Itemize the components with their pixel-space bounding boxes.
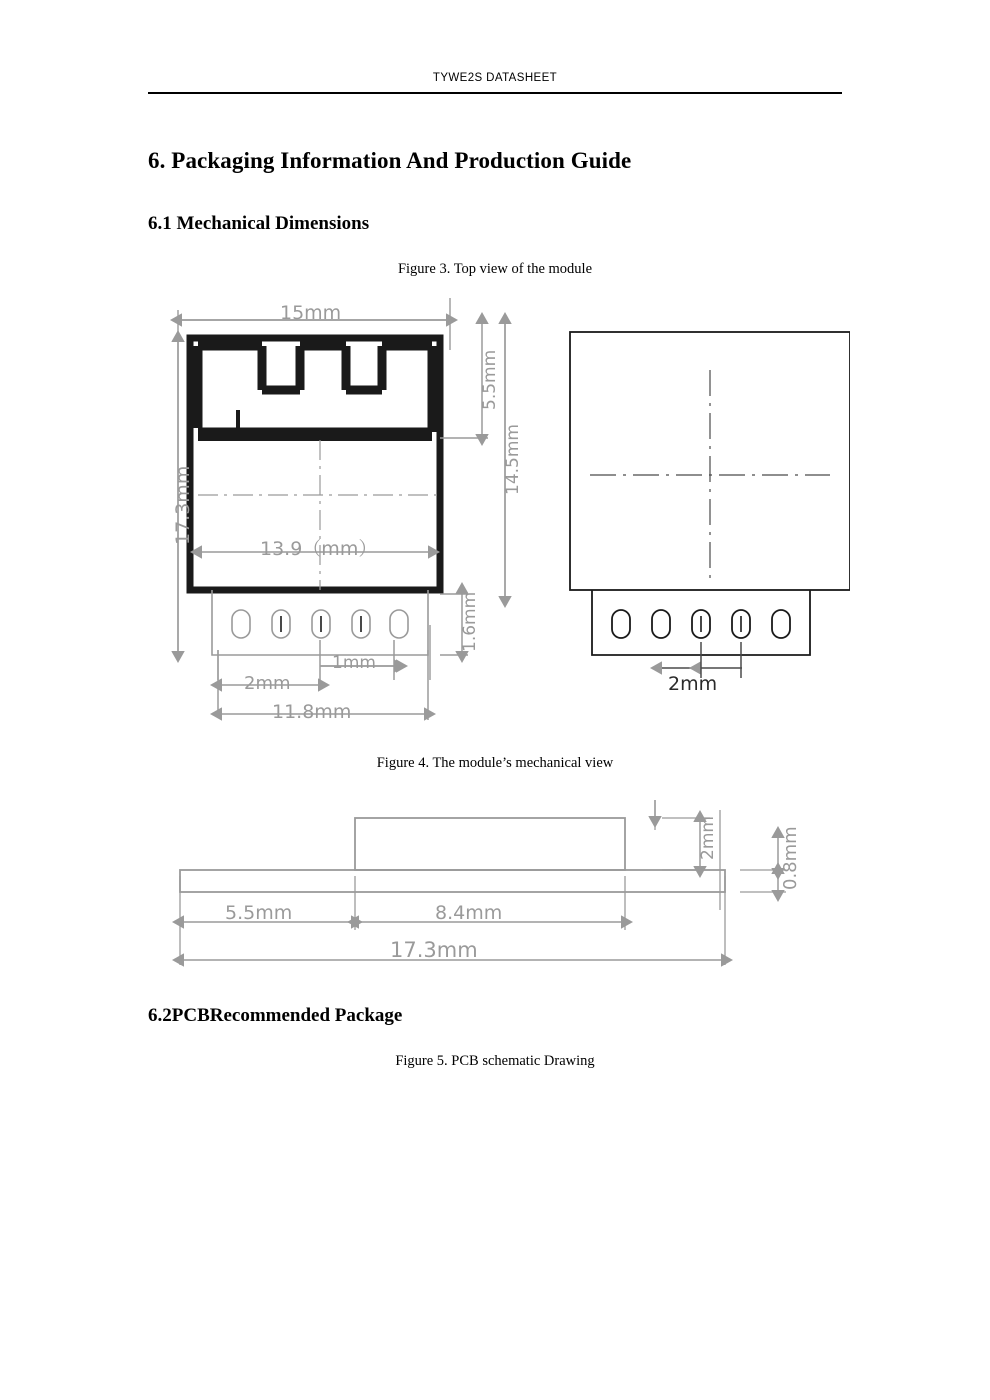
dim-antenna-height: 5.5mm xyxy=(480,349,500,410)
dim-pad-span: 11.8mm xyxy=(272,701,352,723)
dim-pad-pitch-small: 1mm xyxy=(332,653,376,673)
section-heading-6: 6. Packaging Information And Production Guide xyxy=(148,148,632,173)
dim-height-left: 17.3mm xyxy=(172,465,194,545)
header-divider xyxy=(148,92,842,94)
dim-inner-width: 13.9（mm） xyxy=(260,538,378,560)
dim-pad-height: 1.6mm xyxy=(460,591,480,652)
dim-total-span: 17.3mm xyxy=(390,938,478,962)
section-heading-6-2: 6.2PCBRecommended Package xyxy=(148,1005,403,1026)
page-header-title: TYWE2S DATASHEET xyxy=(432,72,558,84)
dim-pad-pitch-right: 2mm xyxy=(668,673,718,695)
section-heading-6-1: 6.1 Mechanical Dimensions xyxy=(148,213,370,234)
figure-4-caption: Figure 4. The module’s mechanical view xyxy=(376,755,614,771)
dim-left-span: 5.5mm xyxy=(225,902,293,924)
figure-4-drawing xyxy=(150,780,850,980)
figure-3-caption: Figure 3. Top view of the module xyxy=(397,261,593,277)
dim-module-height: 2mm xyxy=(698,816,718,860)
dim-pad-pitch: 2mm xyxy=(244,673,291,694)
dim-mid-span: 8.4mm xyxy=(435,902,503,924)
figure-5-caption: Figure 5. PCB schematic Drawing xyxy=(395,1053,595,1069)
dim-width-top: 15mm xyxy=(280,302,342,324)
figure-3-drawing xyxy=(150,280,850,730)
dim-pcb-height: 0.8mm xyxy=(780,826,801,890)
dim-body-height: 14.5mm xyxy=(503,424,523,495)
